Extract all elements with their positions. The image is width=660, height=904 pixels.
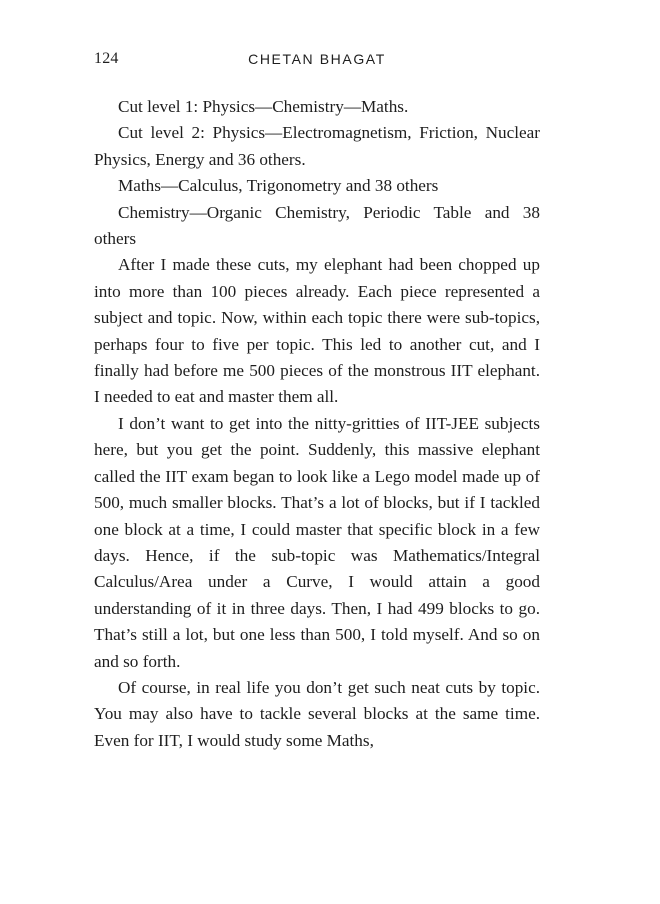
paragraph-cut-level-2: Cut level 2: Physics—Electromagnetism, Friction, Nuclear Physics, Energy and 36 others. xyxy=(94,123,540,169)
page-number: 124 xyxy=(94,50,119,67)
page-header xyxy=(94,50,540,72)
body-text xyxy=(94,94,540,754)
paragraph-chemistry: Chemistry—Organic Chemistry, Periodic Table and 38 others xyxy=(94,202,540,249)
paragraph-real-life: Of course, in real life you don’t get such neat cuts by topic. You may also have to tackle several blocks at the same time. Even for IIT, I would study some Maths, xyxy=(94,677,540,750)
running-head-author: CHETAN BHAGAT xyxy=(248,51,386,67)
paragraph-maths: Maths—Calculus, Trigonometry and 38 others xyxy=(118,176,439,196)
paragraph-cut-level-1: Cut level 1: Physics—Chemistry—Maths. xyxy=(118,97,409,116)
paragraph-after-cuts: After I made these cuts, my elephant had been chopped up into more than 100 pieces already. Each piece represented a subject and topic. Now, within each topic there were sub-topics, perhaps four to five per topic. This led to another cut, and I finally had before me 500 pieces of the monstrous IIT elephant. I needed to eat and master them all. xyxy=(94,255,540,407)
paragraph-lego-blocks: I don’t want to get into the nitty-gritties of IIT-JEE subjects here, but you get the point. Suddenly, this massive elephant called the IIT exam began to look like a Lego model made up of 500, much smaller blocks. That’s a lot of blocks, but if I tackled one block at a time, I could master that specific block in a few days. Hence, if the sub-topic was Mathematics/Integral Calculus/Area under a Curve, I would attain a good understanding of it in three days. Then, I had 499 blocks to go. That’s still a lot, but one less than 500, I told myself. And so on and so forth. xyxy=(94,413,540,671)
